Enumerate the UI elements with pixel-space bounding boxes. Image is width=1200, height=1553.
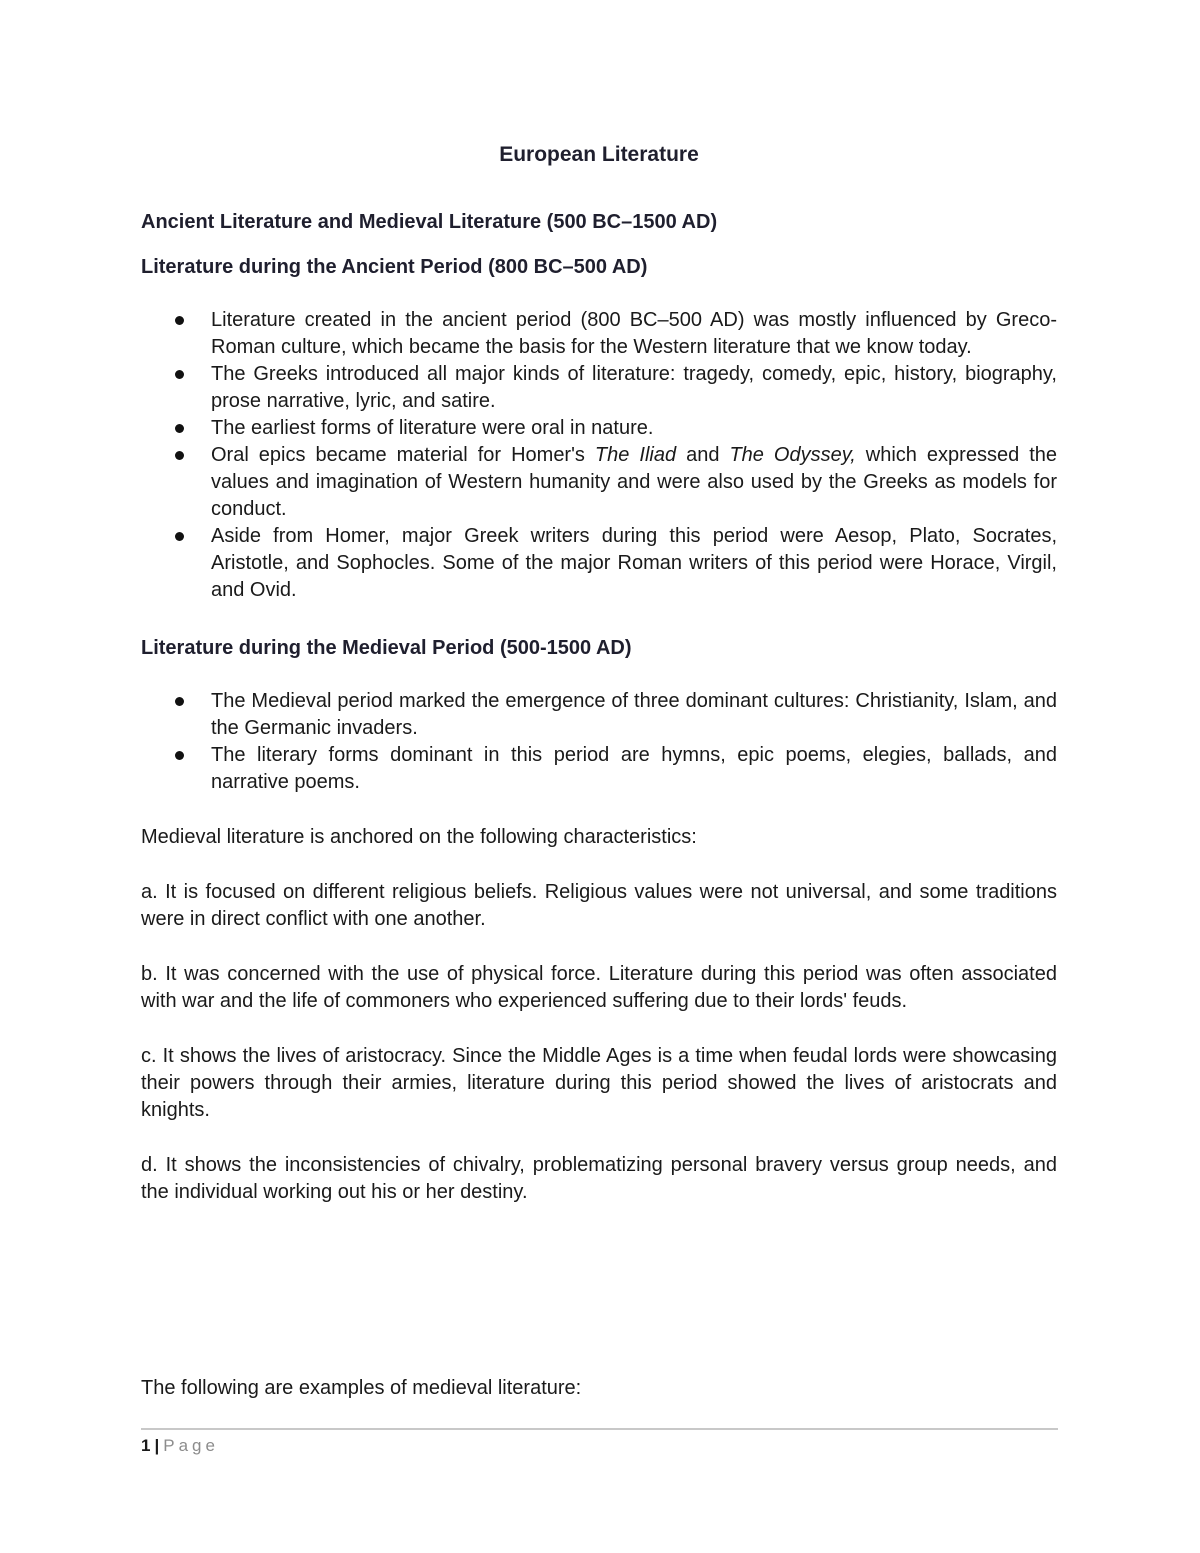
list-item xyxy=(141,361,1057,415)
document-title: European Literature xyxy=(499,143,699,166)
characteristics-intro: Medieval literature is anchored on the following characteristics: xyxy=(141,826,697,848)
list-item-text: The literary forms dominant in this period are hymns, epic poems, elegies, ballads, and narrative poems. xyxy=(211,744,1057,793)
list-item-text-mid: and xyxy=(676,444,730,466)
ancient-period-heading: Literature during the Ancient Period (800 BC–500 AD) xyxy=(141,256,648,278)
list-item xyxy=(141,523,1057,604)
page-label: Page xyxy=(163,1436,219,1455)
bullet-icon xyxy=(175,424,184,433)
list-item-text: Literature created in the ancient period (800 BC–500 AD) was mostly influenced by Greco-Roman culture, which became the basis for the Western literature that we know today. xyxy=(211,309,1057,358)
ancient-period-list xyxy=(141,307,1057,604)
medieval-period-list xyxy=(141,688,1057,796)
bullet-icon xyxy=(175,751,184,760)
list-item-text-post: which expressed the values and imagination of Western humanity and were also used by the Greeks as models for conduct. xyxy=(211,444,1058,520)
characteristic-c: c. It shows the lives of aristocracy. Since the Middle Ages is a time when feudal lords were showcasing their powers through their armies, literature during this period showed the lives of aristocrats and knights. xyxy=(141,1045,1057,1121)
footer-separator: | xyxy=(154,1436,160,1455)
page-number: 1 xyxy=(141,1436,151,1455)
odyssey-title: The Odyssey, xyxy=(729,444,856,466)
iliad-title: The Iliad xyxy=(594,444,677,466)
list-item-text-pre: Oral epics became material for Homer's xyxy=(211,444,595,466)
list-item-text: The Medieval period marked the emergence of three dominant cultures: Christianity, Islam, and the Germanic invaders. xyxy=(211,690,1057,739)
list-item-text: The Greeks introduced all major kinds of literature: tragedy, comedy, epic, history, biography, prose narrative, lyric, and satire. xyxy=(211,363,1057,412)
examples-intro: The following are examples of medieval literature: xyxy=(141,1377,582,1399)
list-item xyxy=(141,415,1057,442)
footer-divider xyxy=(141,1428,1058,1430)
bullet-icon xyxy=(175,532,184,541)
bullet-icon xyxy=(175,316,184,325)
section-heading: Ancient Literature and Medieval Literature (500 BC–1500 AD) xyxy=(141,211,718,233)
bullet-icon xyxy=(175,697,184,706)
characteristic-a: a. It is focused on different religious beliefs. Religious values were not universal, and some traditions were in direct conflict with one another. xyxy=(141,881,1057,930)
list-item xyxy=(141,307,1057,361)
list-item xyxy=(141,742,1057,796)
list-item-text: Aside from Homer, major Greek writers during this period were Aesop, Plato, Socrates, Aristotle, and Sophocles. Some of the major Roman writers of this period were Horace, Virgil, and Ovid. xyxy=(211,525,1057,601)
list-item-text: The earliest forms of literature were oral in nature. xyxy=(211,417,654,439)
characteristic-d: d. It shows the inconsistencies of chivalry, problematizing personal bravery versus group needs, and the individual working out his or her destiny. xyxy=(141,1154,1057,1203)
medieval-period-heading: Literature during the Medieval Period (500-1500 AD) xyxy=(141,637,632,659)
characteristic-b: b. It was concerned with the use of physical force. Literature during this period was often associated with war and the life of commoners who experienced suffering due to their lords' feuds. xyxy=(141,963,1057,1012)
page-footer xyxy=(141,1434,219,1458)
document-body xyxy=(141,140,1057,1234)
bullet-icon xyxy=(175,451,184,460)
list-item xyxy=(141,688,1057,742)
list-item xyxy=(141,442,1057,523)
bullet-icon xyxy=(175,370,184,379)
